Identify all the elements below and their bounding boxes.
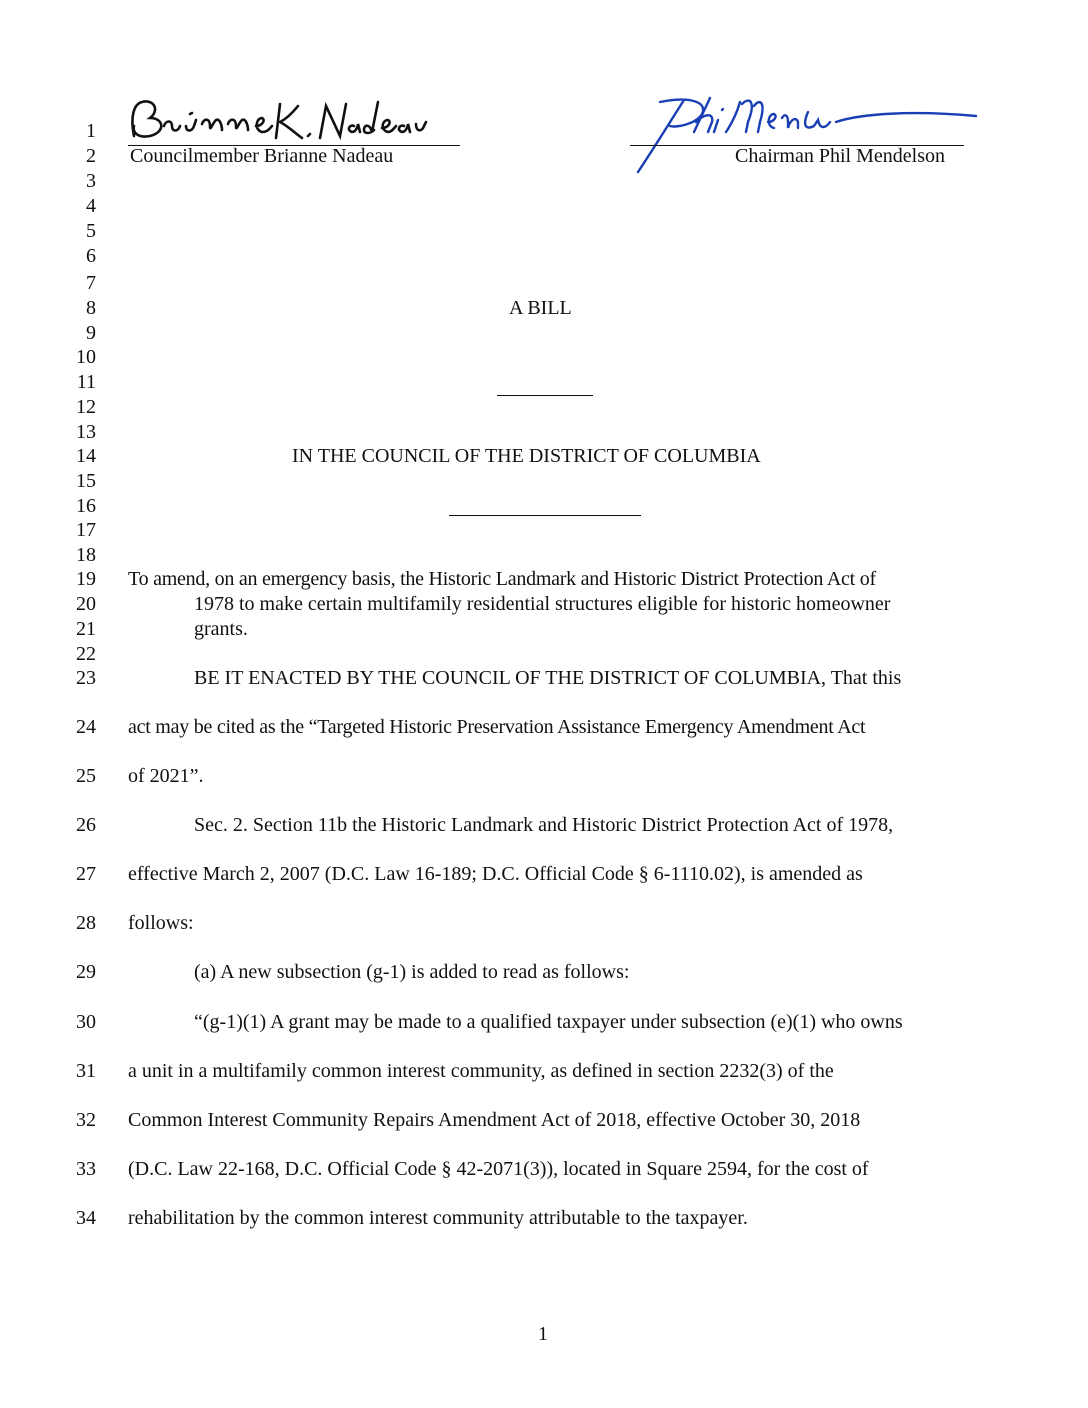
line-number: 2 <box>86 145 96 167</box>
left-signature-caption: Councilmember Brianne Nadeau <box>130 145 394 167</box>
bill-title: A BILL <box>509 297 572 319</box>
purpose-line-21: grants. <box>194 618 248 640</box>
line-number: 22 <box>76 643 96 665</box>
line-number: 6 <box>86 245 96 267</box>
line-number: 1 <box>86 120 96 142</box>
line-number: 13 <box>76 421 96 443</box>
body-line-34: rehabilitation by the common interest community attributable to the taxpayer. <box>128 1207 748 1229</box>
enacting-clause-line-23: BE IT ENACTED BY THE COUNCIL OF THE DISTRICT OF COLUMBIA, That this <box>194 667 902 689</box>
line-number: 33 <box>76 1158 96 1180</box>
line-number: 8 <box>86 297 96 319</box>
date-blank <box>449 515 641 516</box>
line-number: 27 <box>76 863 96 885</box>
line-number: 24 <box>76 716 96 738</box>
line-number: 18 <box>76 544 96 566</box>
body-line-30: “(g-1)(1) A grant may be made to a qualified taxpayer under subsection (e)(1) who owns <box>194 1011 903 1033</box>
page-number: 1 <box>538 1323 548 1345</box>
body-line-31: a unit in a multifamily common interest community, as defined in section 2232(3) of the <box>128 1060 834 1082</box>
line-number: 12 <box>76 396 96 418</box>
line-number: 26 <box>76 814 96 836</box>
line-number: 34 <box>76 1207 96 1229</box>
body-line-32: Common Interest Community Repairs Amendment Act of 2018, effective October 30, 2018 <box>128 1109 861 1131</box>
section-line-26: Sec. 2. Section 11b the Historic Landmark and Historic District Protection Act of 1978, <box>194 814 894 836</box>
line-number: 5 <box>86 220 96 242</box>
line-number: 19 <box>76 568 96 590</box>
line-number: 10 <box>76 346 96 368</box>
body-line-25: of 2021”. <box>128 765 204 787</box>
line-number: 25 <box>76 765 96 787</box>
line-number: 31 <box>76 1060 96 1082</box>
purpose-line-20: 1978 to make certain multifamily residential structures eligible for historic homeowner <box>194 593 891 615</box>
line-number: 7 <box>86 272 96 294</box>
line-number: 28 <box>76 912 96 934</box>
line-number: 23 <box>76 667 96 689</box>
right-signature-caption: Chairman Phil Mendelson <box>735 145 945 167</box>
body-line-29: (a) A new subsection (g-1) is added to read as follows: <box>194 961 630 983</box>
line-number: 14 <box>76 445 96 467</box>
council-heading: IN THE COUNCIL OF THE DISTRICT OF COLUMBIA <box>292 445 761 467</box>
body-line-28: follows: <box>128 912 194 934</box>
line-number: 21 <box>76 618 96 640</box>
body-line-24: act may be cited as the “Targeted Historic Preservation Assistance Emergency Amendment Act <box>128 716 866 738</box>
line-number: 3 <box>86 170 96 192</box>
line-number: 15 <box>76 470 96 492</box>
line-number: 30 <box>76 1011 96 1033</box>
line-number: 9 <box>86 322 96 344</box>
line-number: 29 <box>76 961 96 983</box>
purpose-line-19: To amend, on an emergency basis, the Historic Landmark and Historic District Protection Act of <box>128 568 876 590</box>
line-number: 11 <box>76 371 96 393</box>
line-number: 20 <box>76 593 96 615</box>
line-number: 17 <box>76 519 96 541</box>
line-number: 32 <box>76 1109 96 1131</box>
bill-number-blank <box>497 395 593 396</box>
body-line-27: effective March 2, 2007 (D.C. Law 16-189; D.C. Official Code § 6-1110.02), is amended as <box>128 863 863 885</box>
body-line-33: (D.C. Law 22-168, D.C. Official Code § 42-2071(3)), located in Square 2594, for the cost of <box>128 1158 869 1180</box>
line-number: 4 <box>86 195 96 217</box>
left-signature <box>120 96 465 146</box>
line-number: 16 <box>76 495 96 517</box>
